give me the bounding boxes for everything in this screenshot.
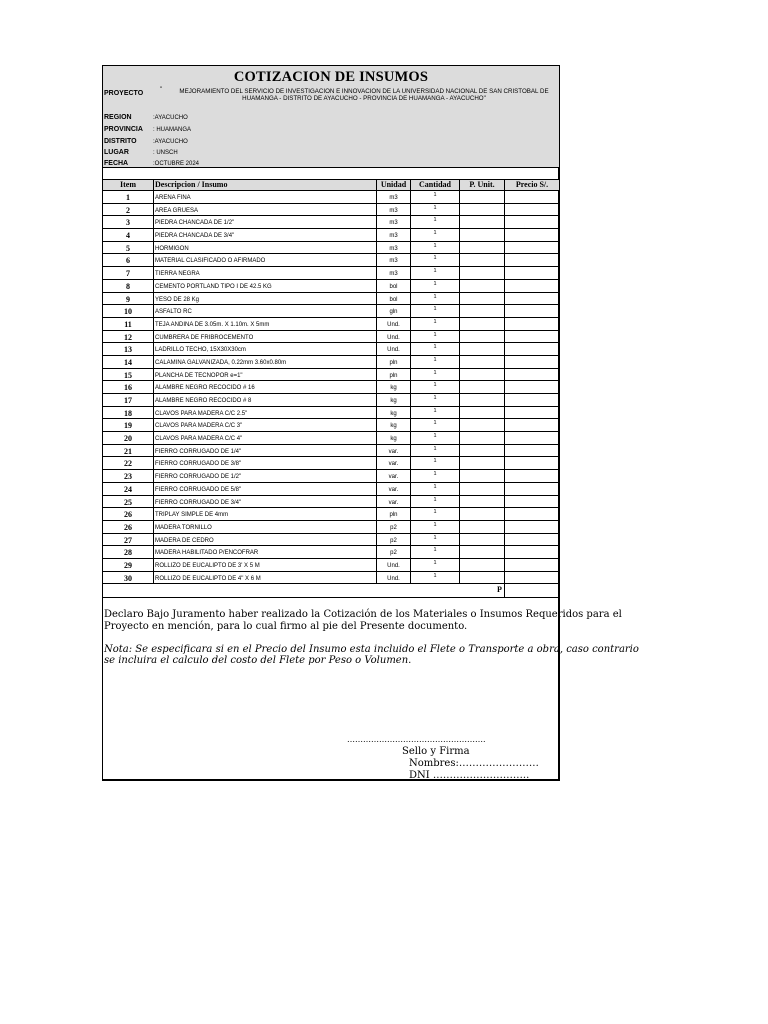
item-price xyxy=(504,407,559,419)
proyecto-quote: " xyxy=(160,87,163,93)
item-price xyxy=(504,293,559,305)
item-quantity: 1 xyxy=(410,305,459,317)
item-unit-price xyxy=(459,521,504,533)
item-unit-price xyxy=(459,356,504,368)
item-unit-price xyxy=(459,381,504,393)
item-quantity: 1 xyxy=(410,267,459,279)
item-number: 24 xyxy=(124,484,132,494)
item-unit: gln xyxy=(376,305,410,317)
item-unit-price xyxy=(459,432,504,444)
header-block xyxy=(103,66,559,168)
item-description: ROLLIZO DE EUCALIPTO DE 4" X 6 M xyxy=(153,572,376,584)
item-unit-price xyxy=(459,369,504,381)
item-unit-price xyxy=(459,343,504,355)
item-number: 17 xyxy=(124,396,132,405)
item-description: CLAVOS PARA MADERA C/C 2.5" xyxy=(153,407,376,419)
item-price xyxy=(504,280,559,292)
proyecto-text-line2: HUAMANGA - DISTRITO DE AYACUCHO - PROVINCIA DE HUAMANGA - AYACUCHO" xyxy=(242,95,486,102)
item-unit-price xyxy=(459,267,504,279)
item-unit: kg xyxy=(376,407,410,419)
item-unit: var. xyxy=(376,470,410,482)
table-row xyxy=(103,457,559,470)
field-value-fecha: :OCTUBRE 2024 xyxy=(153,161,200,167)
item-price xyxy=(504,318,559,330)
item-number: 4 xyxy=(126,231,130,241)
item-price xyxy=(504,305,559,317)
item-description: FIERRO CORRUGADO DE 3/4" xyxy=(153,496,376,508)
declaration-line2: Proyecto en mención, para lo cual firmo al pie del Presente documento. xyxy=(104,621,468,632)
item-unit: m3 xyxy=(376,216,410,228)
item-price xyxy=(504,445,559,457)
item-description: TIERRA NEGRA xyxy=(153,267,376,279)
table-row xyxy=(103,546,559,559)
item-price xyxy=(504,381,559,393)
item-price xyxy=(504,331,559,343)
item-unit: kg xyxy=(376,419,410,431)
item-unit: bol xyxy=(376,293,410,305)
item-price xyxy=(504,204,559,216)
item-unit-price xyxy=(459,483,504,495)
item-price xyxy=(504,356,559,368)
field-label-distrito: DISTRITO xyxy=(104,138,137,145)
quotation-sheet xyxy=(102,65,639,781)
item-quantity: 1 xyxy=(410,521,459,533)
item-unit: Und. xyxy=(376,318,410,330)
item-unit-price xyxy=(459,191,504,203)
item-price xyxy=(504,496,559,508)
field-label-provincia: PROVINCIA xyxy=(104,126,143,133)
item-price xyxy=(504,546,559,558)
item-unit-price xyxy=(459,204,504,216)
table-row xyxy=(103,470,559,483)
item-number: 26 xyxy=(124,510,132,520)
item-unit: var. xyxy=(376,457,410,469)
item-unit: Und. xyxy=(376,559,410,571)
document-title: COTIZACION DE INSUMOS xyxy=(233,69,429,85)
table-row xyxy=(103,254,559,267)
field-value-provincia: : HUAMANGA xyxy=(153,127,192,133)
table-row xyxy=(103,280,559,293)
item-description: FIERRO CORRUGADO DE 3/8" xyxy=(153,457,376,469)
item-unit-price xyxy=(459,445,504,457)
item-price xyxy=(504,419,559,431)
item-quantity: 1 xyxy=(410,204,459,216)
signature-sello-label: Sello y Firma xyxy=(402,746,470,757)
item-price xyxy=(504,508,559,520)
item-unit-price xyxy=(459,216,504,228)
item-quantity: 1 xyxy=(410,280,459,292)
table-row xyxy=(103,318,559,331)
item-description: PIEDRA CHANCADA DE 1/2" xyxy=(153,216,376,228)
item-quantity: 1 xyxy=(410,343,459,355)
item-unit: Und. xyxy=(376,331,410,343)
signature-line: ……………………………………………. xyxy=(347,735,486,744)
item-price xyxy=(504,534,559,546)
item-quantity: 1 xyxy=(410,534,459,546)
item-description: LADRILLO TECHO, 15X30X30cm xyxy=(153,343,376,355)
item-unit: kg xyxy=(376,381,410,393)
item-price xyxy=(504,191,559,203)
table-row xyxy=(103,229,559,242)
item-unit: var. xyxy=(376,445,410,457)
total-label: P xyxy=(497,585,502,595)
item-description: FIERRO CORRUGADO DE 1/4" xyxy=(153,445,376,457)
table-row xyxy=(103,483,559,496)
item-number: 3 xyxy=(126,218,130,228)
item-unit: var. xyxy=(376,483,410,495)
item-description: HORMIGON xyxy=(153,242,376,254)
table-row xyxy=(103,356,559,369)
table-row xyxy=(103,267,559,280)
item-price xyxy=(504,267,559,279)
item-quantity: 1 xyxy=(410,381,459,393)
item-unit-price xyxy=(459,331,504,343)
item-number: 6 xyxy=(126,256,130,266)
table-row xyxy=(103,445,559,458)
item-unit-price xyxy=(459,280,504,292)
item-description: MADERA HABILITADO P/ENCOFRAR xyxy=(153,546,376,558)
item-description: ALAMBRE NEGRO RECOCIDO # 8 xyxy=(153,394,376,406)
table-row xyxy=(103,204,559,217)
item-number: 1 xyxy=(126,193,130,202)
item-description: MADERA DE CEDRO xyxy=(153,534,376,546)
item-unit: var. xyxy=(376,496,410,508)
item-description: ASFALTO RC xyxy=(153,305,376,317)
item-price xyxy=(504,457,559,469)
item-quantity: 1 xyxy=(410,394,459,406)
item-number: 23 xyxy=(124,472,132,482)
field-value-distrito: :AYACUCHO xyxy=(153,139,188,145)
note-line1: Nota: Se especificara si en el Precio del Insumo esta incluido el Flete o Transporte a obra, caso contrario xyxy=(104,644,639,655)
item-unit: pln xyxy=(376,508,410,520)
item-number: 15 xyxy=(124,370,132,380)
item-unit-price xyxy=(459,242,504,254)
item-unit-price xyxy=(459,496,504,508)
table-row xyxy=(103,394,559,407)
item-quantity: 1 xyxy=(410,331,459,343)
item-description: PIEDRA CHANCADA DE 3/4" xyxy=(153,229,376,241)
table-body xyxy=(103,191,559,584)
item-description: ROLLIZO DE EUCALIPTO DE 3' X 5 M xyxy=(153,559,376,571)
item-description: YESO DE 28 Kg xyxy=(153,293,376,305)
item-description: TEJA ANDINA DE 3.05m. X 1.10m. X 5mm xyxy=(153,318,376,330)
item-unit-price xyxy=(459,508,504,520)
item-number: 22 xyxy=(124,459,132,469)
col-header-unit: Unidad xyxy=(376,180,410,190)
item-unit: m3 xyxy=(376,204,410,216)
table-row xyxy=(103,331,559,344)
item-quantity: 1 xyxy=(410,419,459,431)
table-header-row xyxy=(103,180,559,191)
item-description: TRIPLAY SIMPLE DE 4mm xyxy=(153,508,376,520)
proyecto-text-line1: MEJORAMIENTO DEL SERVICIO DE INVESTIGACION E INNOVACION DE LA UNIVERSIDAD NACIONAL DE SAN CRISTOBAL DE xyxy=(179,88,549,95)
table-row xyxy=(103,432,559,445)
item-number: 11 xyxy=(124,319,132,329)
item-quantity: 1 xyxy=(410,407,459,419)
item-unit: m3 xyxy=(376,254,410,266)
item-description: CLAVOS PARA MADERA C/C 4" xyxy=(153,432,376,444)
item-quantity: 1 xyxy=(410,242,459,254)
item-unit: m3 xyxy=(376,191,410,203)
table-row xyxy=(103,369,559,382)
item-quantity: 1 xyxy=(410,369,459,381)
item-description: AREA GRUESA xyxy=(153,204,376,216)
item-number: 8 xyxy=(126,281,130,291)
item-quantity: 1 xyxy=(410,254,459,266)
field-value-region: :AYACUCHO xyxy=(153,115,188,121)
item-unit: Und. xyxy=(376,572,410,584)
item-description: CEMENTO PORTLAND TIPO I DE 42.5 KG xyxy=(153,280,376,292)
table-row xyxy=(103,559,559,572)
field-label-fecha: FECHA xyxy=(104,160,129,167)
item-unit-price xyxy=(459,470,504,482)
item-number: 20 xyxy=(124,434,132,444)
item-quantity: 1 xyxy=(410,496,459,508)
table-row xyxy=(103,381,559,394)
item-unit-price xyxy=(459,572,504,584)
item-price xyxy=(504,229,559,241)
item-number: 28 xyxy=(124,548,132,558)
item-price xyxy=(504,343,559,355)
table-row xyxy=(103,305,559,318)
item-description: ARENA FINA xyxy=(153,191,376,203)
item-unit-price xyxy=(459,419,504,431)
item-quantity: 1 xyxy=(410,432,459,444)
item-quantity: 1 xyxy=(410,191,459,203)
total-value-cell xyxy=(504,584,559,597)
item-number: 7 xyxy=(126,269,130,279)
item-description: CALAMINA GALVANIZADA, 0.22mm 3.60x0.80m xyxy=(153,356,376,368)
table-row xyxy=(103,343,559,356)
item-quantity: 1 xyxy=(410,216,459,228)
item-unit-price xyxy=(459,318,504,330)
item-unit: m3 xyxy=(376,267,410,279)
item-quantity: 1 xyxy=(410,229,459,241)
item-price xyxy=(504,394,559,406)
table-row xyxy=(103,419,559,432)
table-row xyxy=(103,216,559,229)
item-price xyxy=(504,432,559,444)
table-row xyxy=(103,521,559,534)
item-unit-price xyxy=(459,394,504,406)
item-number: 19 xyxy=(124,421,132,431)
field-value-lugar: : UNSCH xyxy=(153,150,178,156)
signature-nombres: Nombres:…………………… xyxy=(409,758,539,769)
item-number: 29 xyxy=(124,560,132,570)
item-description: FIERRO CORRUGADO DE 5/8" xyxy=(153,483,376,495)
item-quantity: 1 xyxy=(410,293,459,305)
item-number: 12 xyxy=(124,332,132,342)
item-description: MADERA TORNILLO xyxy=(153,521,376,533)
item-unit: pln xyxy=(376,356,410,368)
item-unit-price xyxy=(459,229,504,241)
item-unit: p2 xyxy=(376,546,410,558)
total-row xyxy=(103,584,559,598)
col-header-unit-price: P. Unit. xyxy=(459,180,504,190)
item-price xyxy=(504,216,559,228)
item-unit-price xyxy=(459,546,504,558)
item-unit-price xyxy=(459,457,504,469)
item-unit: kg xyxy=(376,394,410,406)
item-unit-price xyxy=(459,559,504,571)
item-description: CUMBRERA DE FRIBROCEMENTO xyxy=(153,331,376,343)
item-quantity: 1 xyxy=(410,318,459,330)
item-price xyxy=(504,254,559,266)
item-unit-price xyxy=(459,305,504,317)
item-description: CLAVOS PARA MADERA C/C 3" xyxy=(153,419,376,431)
table-row xyxy=(103,242,559,255)
item-number: 27 xyxy=(124,535,132,545)
item-number: 18 xyxy=(124,408,132,418)
item-price xyxy=(504,369,559,381)
item-quantity: 1 xyxy=(410,546,459,558)
item-number: 2 xyxy=(126,205,130,215)
item-description: MATERIAL CLASIFICADO O AFIRMADO xyxy=(153,254,376,266)
table-row xyxy=(103,191,559,204)
item-unit-price xyxy=(459,254,504,266)
item-number: 14 xyxy=(124,357,132,367)
item-number: 30 xyxy=(124,573,132,583)
item-price xyxy=(504,559,559,571)
item-number: 9 xyxy=(126,294,130,304)
item-number: 5 xyxy=(126,243,130,253)
insumos-table xyxy=(103,179,559,598)
table-row xyxy=(103,293,559,306)
table-row xyxy=(103,496,559,509)
item-price xyxy=(504,242,559,254)
item-description: FIERRO CORRUGADO DE 1/2" xyxy=(153,470,376,482)
item-description: ALAMBRE NEGRO RECOCIDO # 16 xyxy=(153,381,376,393)
table-row xyxy=(103,407,559,420)
item-price xyxy=(504,572,559,584)
field-label-region: REGION xyxy=(104,114,132,121)
item-quantity: 1 xyxy=(410,445,459,457)
item-unit-price xyxy=(459,534,504,546)
item-price xyxy=(504,470,559,482)
item-quantity: 1 xyxy=(410,457,459,469)
item-quantity: 1 xyxy=(410,572,459,584)
item-unit: pln xyxy=(376,369,410,381)
item-quantity: 1 xyxy=(410,356,459,368)
item-unit: bol xyxy=(376,280,410,292)
item-unit-price xyxy=(459,293,504,305)
item-number: 10 xyxy=(124,307,132,317)
signature-dni: DNI ……………………….. xyxy=(409,770,530,781)
proyecto-text xyxy=(171,88,557,102)
field-label-lugar: LUGAR xyxy=(104,149,129,156)
item-unit: p2 xyxy=(376,521,410,533)
col-header-item: Item xyxy=(120,180,136,189)
item-quantity: 1 xyxy=(410,470,459,482)
item-number: 13 xyxy=(124,345,132,355)
item-quantity: 1 xyxy=(410,508,459,520)
item-quantity: 1 xyxy=(410,559,459,571)
item-number: 16 xyxy=(124,383,132,393)
item-price xyxy=(504,483,559,495)
item-unit: p2 xyxy=(376,534,410,546)
item-quantity: 1 xyxy=(410,483,459,495)
proyecto-label: PROYECTO xyxy=(104,90,144,97)
item-unit: m3 xyxy=(376,242,410,254)
table-row xyxy=(103,572,559,585)
col-header-desc: Descripcion / Insumo xyxy=(153,180,376,190)
item-unit: m3 xyxy=(376,229,410,241)
item-unit: kg xyxy=(376,432,410,444)
table-row xyxy=(103,534,559,547)
item-description: PLANCHA DE TECNOPOR e=1" xyxy=(153,369,376,381)
table-row xyxy=(103,508,559,521)
item-number: 26 xyxy=(124,522,132,532)
col-header-price: Precio S/. xyxy=(504,180,559,190)
item-number: 21 xyxy=(124,446,132,456)
item-price xyxy=(504,521,559,533)
note-line2: se incluira el calculo del costo del Flete por Peso o Volumen. xyxy=(104,655,412,666)
item-number: 25 xyxy=(124,497,132,507)
col-header-qty: Cantidad xyxy=(410,180,459,190)
item-unit: Und. xyxy=(376,343,410,355)
declaration-line1: Declaro Bajo Juramento haber realizado la Cotización de los Materiales o Insumos Requeridos para el xyxy=(104,609,622,620)
item-unit-price xyxy=(459,407,504,419)
